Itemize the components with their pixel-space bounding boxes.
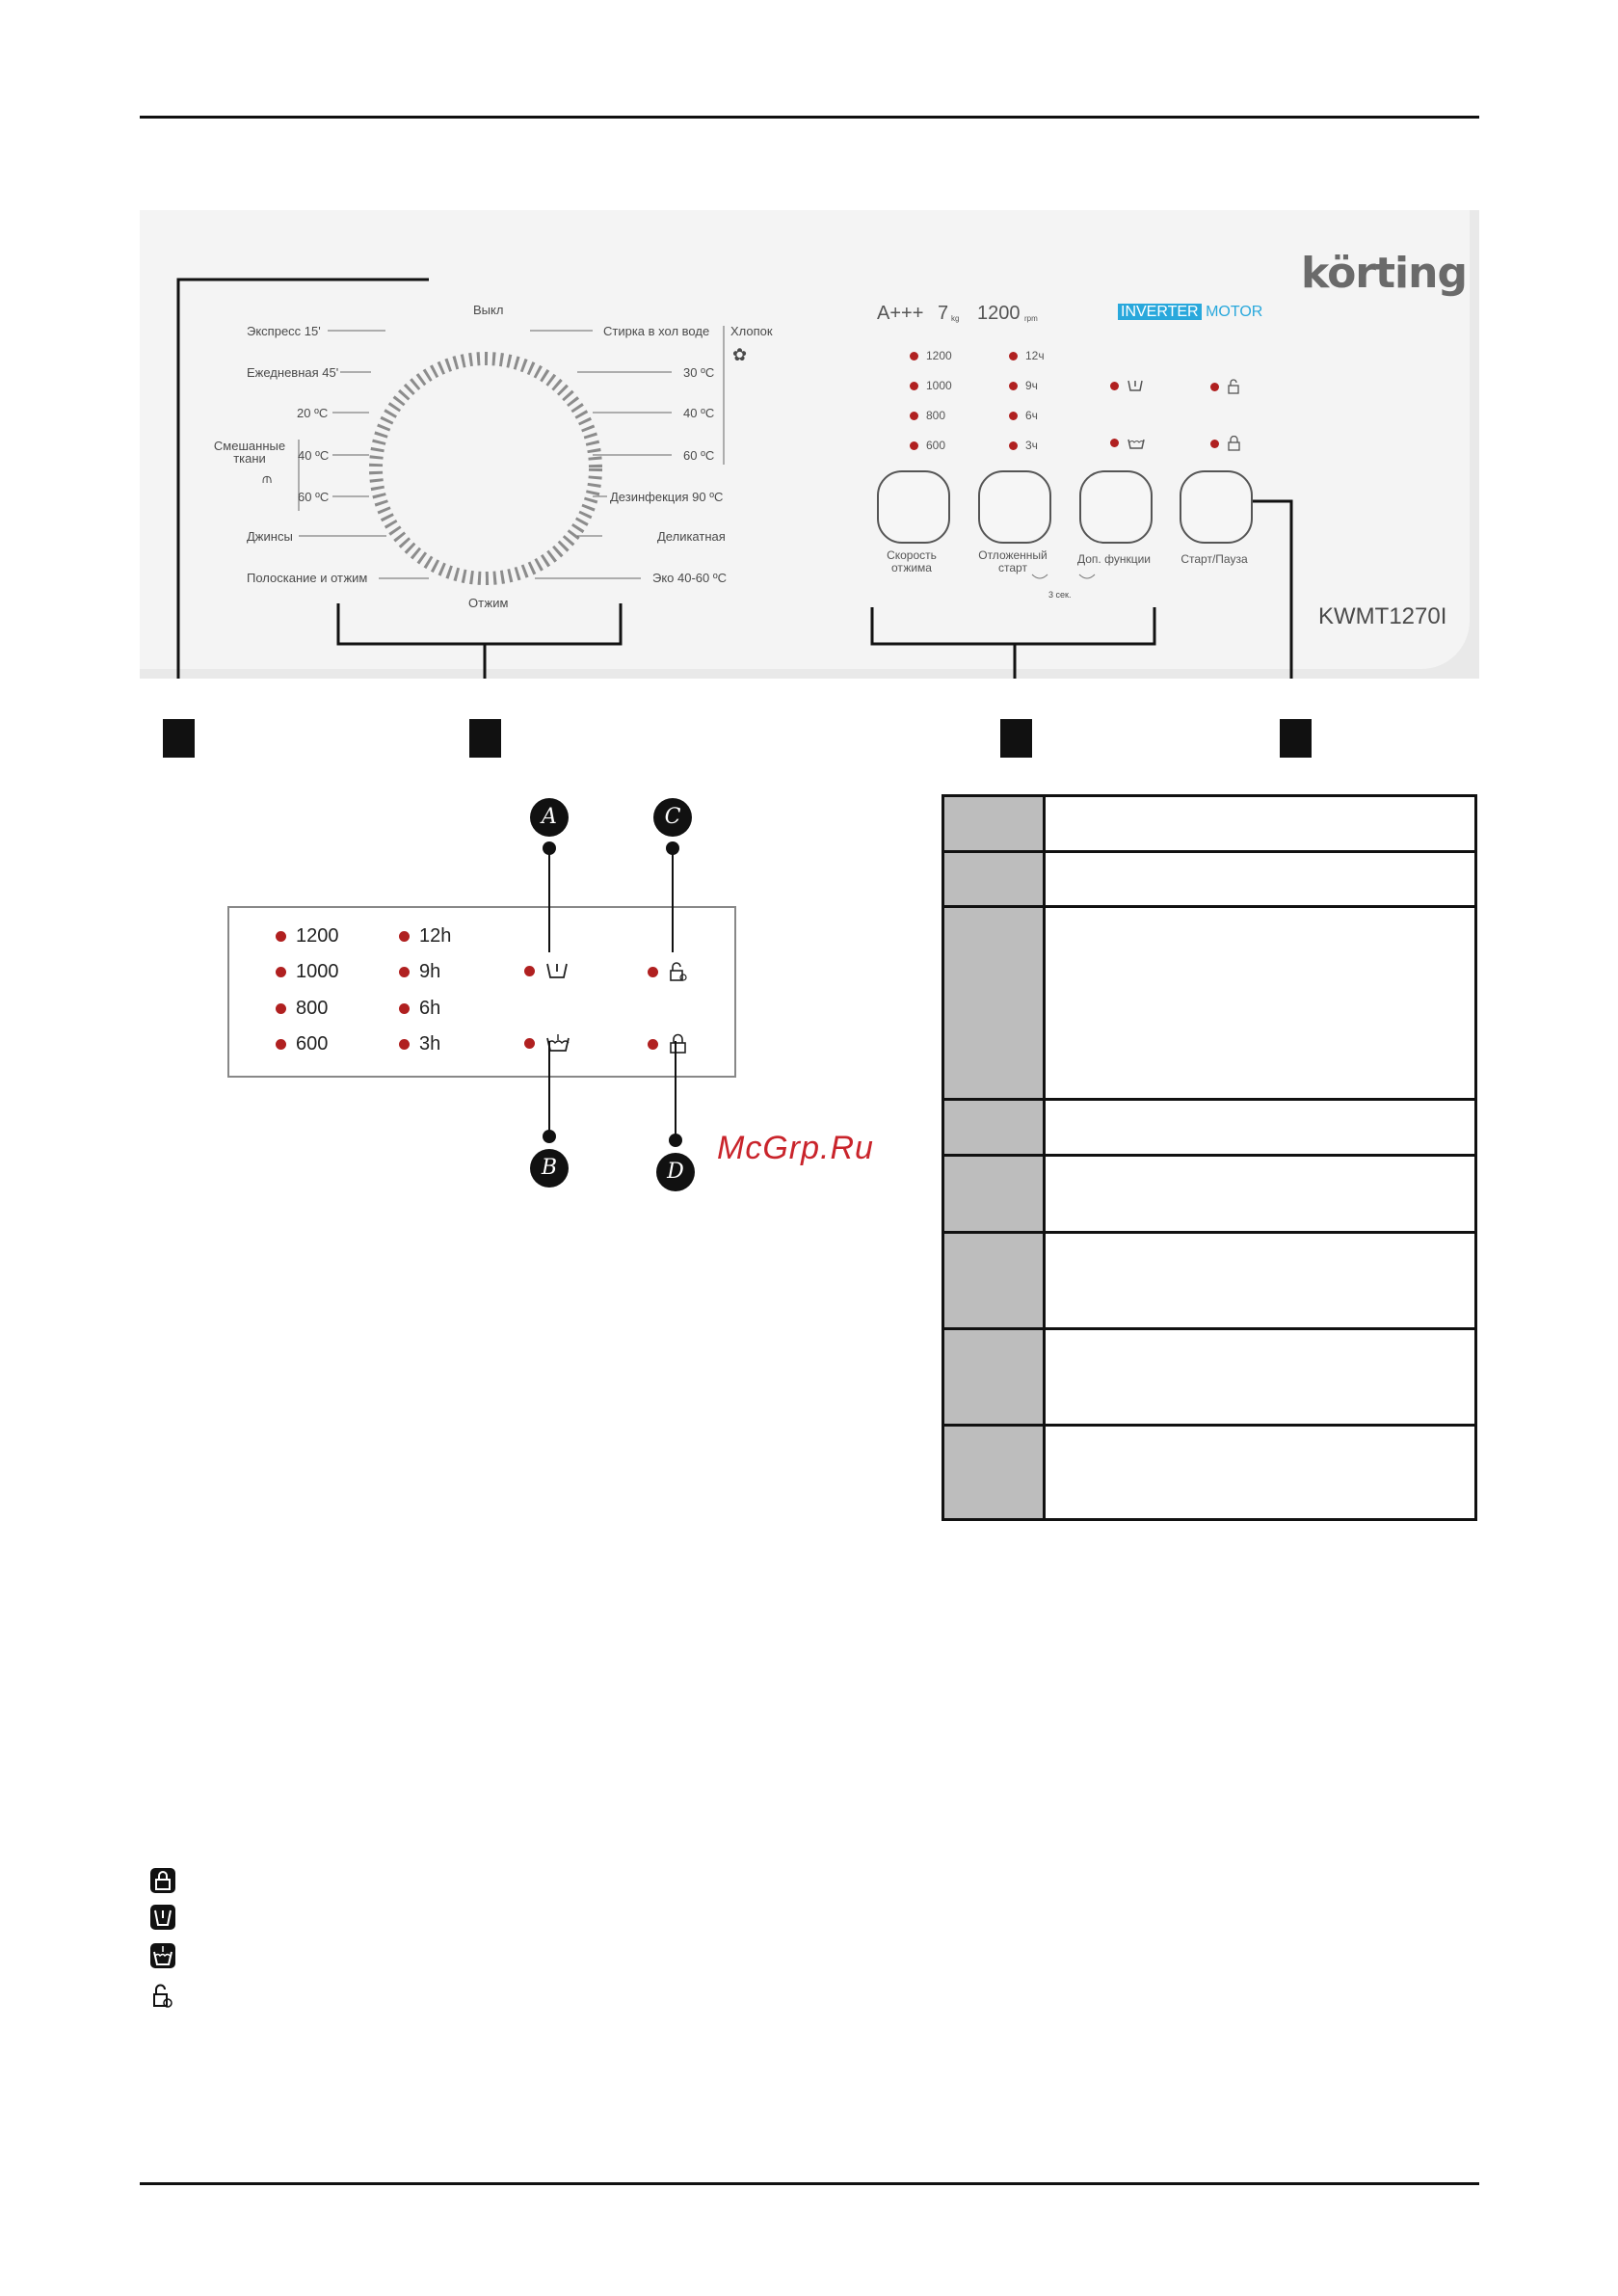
table-row bbox=[944, 1427, 1474, 1518]
extra-rinse-icon bbox=[1127, 436, 1146, 449]
callout-c: C bbox=[653, 798, 692, 837]
program-express: Экспресс 15' bbox=[247, 324, 321, 338]
program-mixed-label: Смешанные ткани bbox=[213, 439, 286, 466]
start-pause-button[interactable] bbox=[1180, 470, 1253, 544]
panel-delay-led-12: 12ч bbox=[1009, 349, 1045, 362]
panel-spin-led-800: 800 bbox=[910, 409, 945, 422]
table-row bbox=[944, 908, 1474, 1101]
header-rule bbox=[140, 116, 1479, 119]
iron-icon: ⫙ bbox=[262, 470, 273, 487]
delay-start-label: Отложенный старт bbox=[978, 548, 1048, 574]
program-cotton-60: 60 ºC bbox=[683, 448, 715, 463]
rpm-unit: rpm bbox=[1024, 314, 1038, 323]
panel-extra-rinse-led bbox=[1110, 436, 1146, 449]
table-row bbox=[944, 797, 1474, 853]
callout-c-line bbox=[672, 848, 674, 952]
program-eco: Эко 40-60 ºC bbox=[652, 571, 728, 585]
callout-b-line bbox=[548, 1041, 550, 1135]
inverter-box: INVERTER bbox=[1118, 304, 1202, 320]
inset-delay-9h: 9h bbox=[399, 961, 440, 983]
panel-delay-led-3: 3ч bbox=[1009, 439, 1038, 452]
program-cotton-40: 40 ºC bbox=[683, 406, 715, 420]
capacity-value: 7 bbox=[938, 303, 949, 324]
dial-label-off: Выкл bbox=[473, 303, 504, 317]
child-lock-icon bbox=[146, 1980, 179, 2013]
rpm-value: 1200 bbox=[977, 303, 1021, 324]
inset-door-lock bbox=[648, 1033, 689, 1055]
callout-d: D bbox=[656, 1153, 695, 1191]
table-row bbox=[944, 1234, 1474, 1330]
panel-door-lock-led bbox=[1210, 436, 1242, 451]
prewash-icon bbox=[544, 961, 570, 980]
callout-b: B bbox=[530, 1149, 569, 1188]
program-cotton-label: Хлопок bbox=[730, 324, 773, 338]
model-name: KWMT1270I bbox=[1318, 603, 1447, 629]
label-marker-1 bbox=[163, 719, 195, 758]
callout-a: A bbox=[530, 798, 569, 837]
inset-delay-3h: 3h bbox=[399, 1033, 440, 1055]
program-rinse-spin: Полоскание и отжим bbox=[247, 571, 368, 585]
callout-d-line bbox=[675, 1041, 676, 1139]
table-row bbox=[944, 1157, 1474, 1234]
inverter-motor-badge bbox=[1118, 304, 1262, 321]
table-row bbox=[944, 853, 1474, 908]
callout-a-line bbox=[548, 848, 550, 952]
energy-class: A+++ bbox=[877, 303, 924, 324]
program-mixed-20: 20 ºC bbox=[297, 406, 329, 420]
lock-hold-hint: 3 сек. bbox=[1048, 590, 1072, 600]
label-marker-4 bbox=[1280, 719, 1312, 758]
lock-icon bbox=[668, 1033, 689, 1055]
program-mixed-60: 60 ºC bbox=[298, 490, 330, 504]
inset-child-lock bbox=[648, 961, 689, 982]
inset-spin-600: 600 bbox=[276, 1033, 328, 1055]
label-marker-2 bbox=[469, 719, 501, 758]
panel-delay-led-9: 9ч bbox=[1009, 379, 1038, 392]
inset-delay-12h: 12h bbox=[399, 925, 451, 948]
spin-speed-button[interactable] bbox=[877, 470, 950, 544]
program-daily: Ежедневная 45' bbox=[247, 365, 339, 380]
spin-speed-label: Скорость отжима bbox=[887, 548, 937, 574]
panel-child-lock-led bbox=[1210, 379, 1242, 394]
description-table bbox=[942, 794, 1477, 1521]
program-mixed-40: 40 ºC bbox=[298, 448, 330, 463]
extra-functions-label: Доп. функции bbox=[1077, 552, 1151, 566]
inset-spin-1200: 1200 bbox=[276, 925, 339, 948]
label-marker-3 bbox=[1000, 719, 1032, 758]
watermark: McGrp.Ru bbox=[717, 1130, 874, 1166]
footer-rule bbox=[140, 2182, 1479, 2185]
prewash-icon bbox=[146, 1901, 179, 1934]
delay-start-button[interactable] bbox=[978, 470, 1051, 544]
inset-delay-6h: 6h bbox=[399, 998, 440, 1020]
extra-rinse-icon bbox=[146, 1939, 179, 1972]
panel-delay-led-6: 6ч bbox=[1009, 409, 1038, 422]
panel-graphics bbox=[140, 210, 1479, 679]
program-disinfection: Дезинфекция 90 ºC bbox=[610, 490, 724, 504]
dial-label-spin: Отжим bbox=[468, 596, 509, 610]
child-lock-icon bbox=[1227, 379, 1242, 394]
inset-prewash bbox=[524, 961, 570, 980]
capacity-unit: kg bbox=[951, 314, 960, 323]
inverter-word: MOTOR bbox=[1206, 304, 1263, 320]
lock-icon bbox=[146, 1864, 179, 1897]
table-row bbox=[944, 1101, 1474, 1157]
prewash-icon bbox=[1127, 379, 1144, 392]
program-cotton-30: 30 ºC bbox=[683, 365, 715, 380]
panel-spin-led-1000: 1000 bbox=[910, 379, 952, 392]
table-row bbox=[944, 1330, 1474, 1427]
display-detail bbox=[227, 906, 736, 1078]
child-lock-icon bbox=[668, 961, 689, 982]
cotton-icon: ✿ bbox=[732, 345, 748, 364]
program-jeans: Джинсы bbox=[247, 529, 293, 544]
extra-functions-button[interactable] bbox=[1079, 470, 1153, 544]
start-pause-label: Старт/Пауза bbox=[1180, 552, 1248, 566]
inset-spin-800: 800 bbox=[276, 998, 328, 1020]
brand-logo: körting bbox=[1301, 249, 1467, 298]
panel-spin-led-600: 600 bbox=[910, 439, 945, 452]
bracket-buttons bbox=[872, 607, 1154, 644]
panel-prewash-led bbox=[1110, 379, 1144, 392]
program-cold-wash: Стирка в хол воде bbox=[603, 324, 710, 338]
lock-icon bbox=[1227, 436, 1242, 451]
program-delicate: Деликатная bbox=[657, 529, 726, 544]
panel-spin-led-1200: 1200 bbox=[910, 349, 952, 362]
inset-spin-1000: 1000 bbox=[276, 961, 339, 983]
callout-line-start bbox=[1253, 501, 1291, 679]
